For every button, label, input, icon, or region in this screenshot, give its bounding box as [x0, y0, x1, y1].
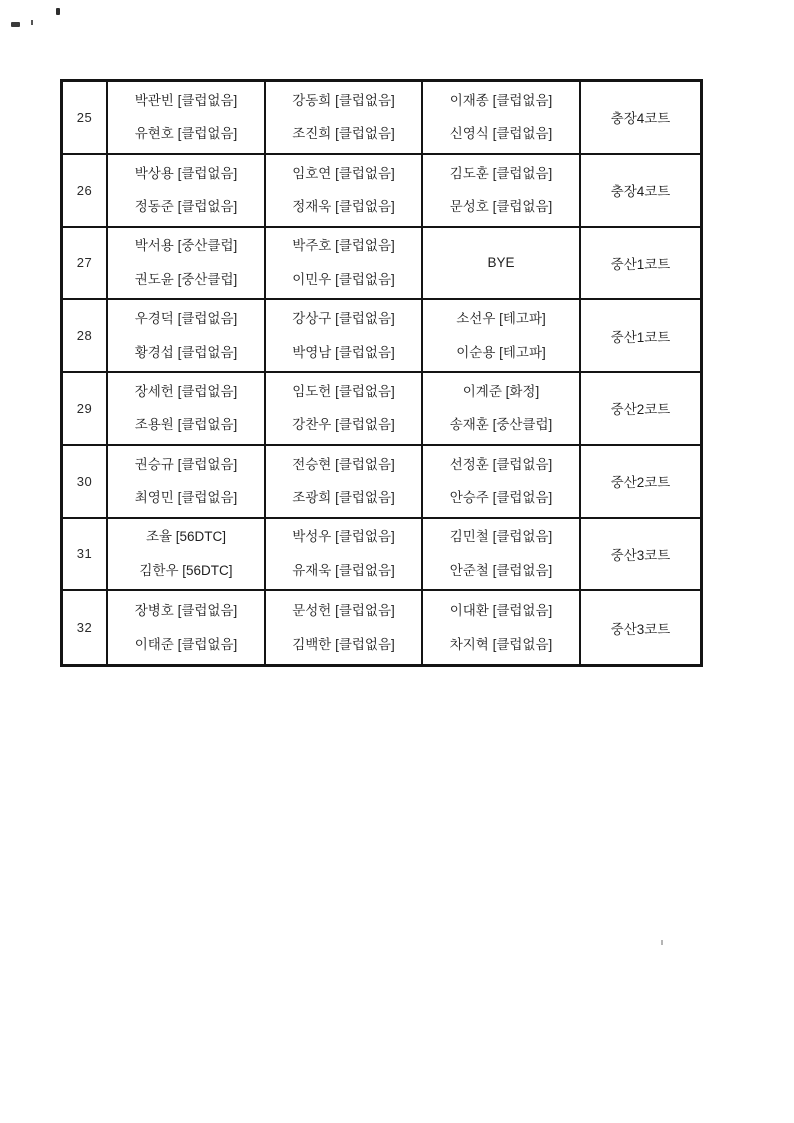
player-name: 유재욱 [클럽없음] — [292, 562, 395, 578]
draw-table — [60, 79, 703, 667]
player-name: 박관빈 [클럽없음] — [134, 92, 238, 108]
player-name: 이태준 [클럽없음] — [134, 637, 238, 653]
match-number: 30 — [63, 446, 108, 517]
player-name: 정재욱 [클럽없음] — [292, 199, 395, 215]
team-cell-2 — [266, 373, 423, 444]
scan-speck — [31, 20, 33, 25]
court-cell: 중산2코트 — [610, 475, 671, 491]
table-row — [63, 446, 700, 519]
player-name: 황경섭 [클럽없음] — [134, 344, 238, 360]
player-name: 강찬우 [클럽없음] — [292, 417, 395, 433]
player-name: 박주호 [클럽없음] — [292, 238, 395, 254]
player-name: 문성헌 [클럽없음] — [292, 602, 395, 618]
match-number: 26 — [63, 155, 108, 226]
team-cell-1 — [108, 300, 266, 371]
team-cell-2 — [266, 300, 423, 371]
player-name: 장세헌 [클럽없음] — [134, 383, 238, 399]
match-number: 25 — [63, 82, 108, 153]
court-cell: 충장4코트 — [610, 184, 671, 200]
team-cell-3 — [423, 446, 581, 517]
team-cell-3 — [423, 519, 581, 590]
team-cell-2 — [266, 519, 423, 590]
player-name: 조진희 [클럽없음] — [292, 126, 395, 142]
team-cell-2 — [266, 228, 423, 299]
player-name: 이재종 [클럽없음] — [449, 92, 553, 108]
table-row — [63, 155, 700, 228]
player-name: 최영민 [클럽없음] — [134, 490, 238, 506]
player-name: 박서용 [중산클럽] — [134, 238, 238, 254]
match-number: 28 — [63, 300, 108, 371]
match-number: 31 — [63, 519, 108, 590]
team-cell-2 — [266, 446, 423, 517]
player-name: 안승주 [클럽없음] — [449, 490, 553, 506]
team-cell-2 — [266, 155, 423, 226]
player-name: 권도윤 [중산클럽] — [134, 271, 238, 287]
player-name: 임호연 [클럽없음] — [292, 165, 395, 181]
player-name: 이대환 [클럽없음] — [449, 602, 553, 618]
table-row — [63, 591, 700, 664]
player-name: 송재훈 [중산클럽] — [449, 417, 553, 433]
player-name: 조용원 [클럽없음] — [134, 417, 238, 433]
court-cell: 중산3코트 — [610, 621, 671, 637]
player-name: 임도헌 [클럽없음] — [292, 383, 395, 399]
player-name: 박성우 [클럽없음] — [292, 529, 395, 545]
court-cell: 중산2코트 — [610, 402, 671, 418]
player-name: 장병호 [클럽없음] — [134, 602, 238, 618]
player-name: 차지혁 [클럽없음] — [449, 637, 553, 653]
player-name: 조광희 [클럽없음] — [292, 490, 395, 506]
table-row — [63, 82, 700, 155]
team-cell-1 — [108, 591, 266, 664]
player-name: 전승현 [클럽없음] — [292, 456, 395, 472]
player-name: 이민우 [클럽없음] — [292, 271, 395, 287]
player-name: 정동준 [클럽없음] — [134, 199, 238, 215]
player-name: 김한우 [56DTC] — [139, 562, 233, 578]
team-cell-1 — [108, 373, 266, 444]
table-row — [63, 228, 700, 301]
match-number: 32 — [63, 591, 108, 664]
table-row — [63, 373, 700, 446]
team-cell-2 — [266, 591, 423, 664]
player-name: 박영남 [클럽없음] — [292, 344, 395, 360]
team-cell-3 — [423, 373, 581, 444]
scan-speck — [661, 940, 663, 945]
player-name: 김민철 [클럽없음] — [449, 529, 553, 545]
team-cell-3 — [423, 300, 581, 371]
table-row — [63, 300, 700, 373]
table-row — [63, 519, 700, 592]
player-name: BYE — [487, 255, 515, 271]
team-cell-1 — [108, 519, 266, 590]
player-name: 권승규 [클럽없음] — [134, 456, 238, 472]
player-name: 안준철 [클럽없음] — [449, 562, 553, 578]
match-number: 27 — [63, 228, 108, 299]
team-cell-3 — [423, 155, 581, 226]
player-name: 박상용 [클럽없음] — [134, 165, 238, 181]
team-cell-2 — [266, 82, 423, 153]
player-name: 김도훈 [클럽없음] — [449, 165, 553, 181]
team-cell-3 — [423, 228, 581, 299]
team-cell-1 — [108, 155, 266, 226]
player-name: 문성호 [클럽없음] — [449, 199, 553, 215]
player-name: 소선우 [테고파] — [456, 311, 546, 327]
player-name: 조율 [56DTC] — [145, 529, 227, 545]
player-name: 강동희 [클럽없음] — [292, 92, 395, 108]
player-name: 강상구 [클럽없음] — [292, 311, 395, 327]
team-cell-3 — [423, 591, 581, 664]
player-name: 유현호 [클럽없음] — [134, 126, 238, 142]
scan-speck — [11, 22, 20, 27]
player-name: 신영식 [클럽없음] — [449, 126, 553, 142]
match-number: 29 — [63, 373, 108, 444]
court-cell: 중산1코트 — [610, 329, 671, 345]
team-cell-1 — [108, 446, 266, 517]
player-name: 우경덕 [클럽없음] — [134, 311, 238, 327]
court-cell: 충장4코트 — [610, 111, 671, 127]
player-name: 선정훈 [클럽없음] — [449, 456, 553, 472]
team-cell-1 — [108, 228, 266, 299]
player-name: 이순용 [테고파] — [456, 344, 546, 360]
court-cell: 중산3코트 — [610, 547, 671, 563]
team-cell-1 — [108, 82, 266, 153]
team-cell-3 — [423, 82, 581, 153]
player-name: 이계준 [화정] — [462, 383, 540, 399]
court-cell: 중산1코트 — [610, 256, 671, 272]
scan-speck — [56, 8, 60, 15]
player-name: 김백한 [클럽없음] — [292, 637, 395, 653]
